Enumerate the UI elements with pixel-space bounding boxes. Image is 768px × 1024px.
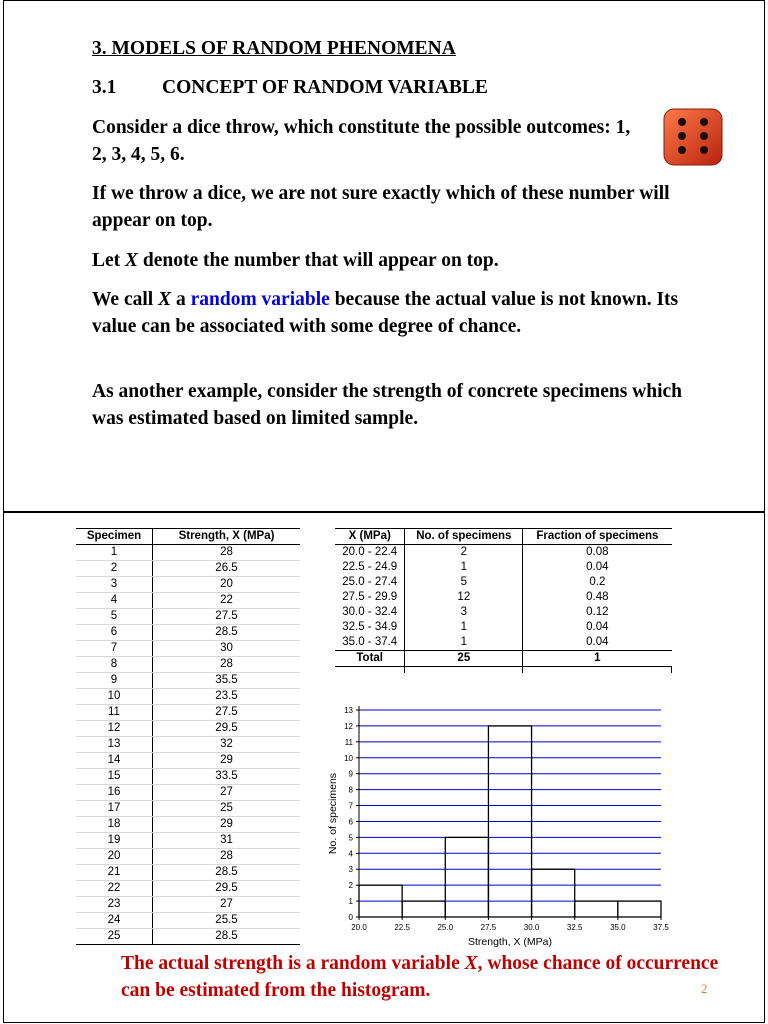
- y-tick-label: 8: [348, 785, 353, 795]
- table-cell: 0.08: [586, 546, 609, 558]
- histogram-bar: [532, 869, 575, 917]
- table-cell: 11: [76, 705, 153, 721]
- table-cell: 12: [76, 721, 153, 737]
- table-cell: 1: [523, 651, 672, 667]
- table-cell: 18: [76, 817, 153, 833]
- table-header: Fraction of specimens: [523, 529, 672, 545]
- table-row: [76, 769, 300, 785]
- table-row: [76, 817, 300, 833]
- table-header: Strength, X (MPa): [153, 529, 301, 545]
- x-tick-label: 35.0: [610, 923, 626, 932]
- table-cell: 27: [153, 785, 301, 801]
- table-row: [76, 689, 300, 705]
- y-tick-label: 9: [348, 769, 353, 779]
- table-cell: 1: [405, 620, 523, 635]
- slide-2: [3, 512, 765, 1023]
- histogram-bar: [575, 901, 618, 917]
- table-cell: 30.0 - 32.4: [335, 605, 405, 620]
- y-tick-label: 12: [344, 721, 353, 731]
- text-fragment: , whose chance of occurrence can be estimated from the histogram.: [121, 953, 719, 1001]
- table-cell: 28: [153, 657, 301, 673]
- table-cell: 2: [405, 545, 523, 561]
- paragraph-dice: Consider a dice throw, which constitute the possible outcomes: 1, 2, 3, 4, 5, 6.: [92, 117, 631, 165]
- table-row: [76, 625, 300, 641]
- table-cell: 22: [76, 881, 153, 897]
- table-cell: 6: [76, 625, 153, 641]
- table-cell: 31: [153, 833, 301, 849]
- table-cell: 0.04: [586, 561, 609, 573]
- text-fragment: Let: [92, 250, 126, 271]
- table-row: [76, 801, 300, 817]
- histogram-bar: [359, 885, 402, 917]
- text-fragment: The actual strength is a random variable: [121, 953, 465, 974]
- table-row: [335, 590, 672, 605]
- section-heading: 3. MODELS OF RANDOM PHENOMENA: [92, 38, 456, 59]
- y-tick-label: 5: [348, 833, 353, 843]
- histogram-bar: [618, 901, 661, 917]
- table-cell: 35.0 - 37.4: [335, 635, 405, 651]
- table-cell: 23.5: [153, 689, 301, 705]
- y-tick-label: 3: [348, 865, 353, 875]
- table-cell: 13: [76, 737, 153, 753]
- y-axis-label: No. of specimens: [327, 772, 339, 855]
- table-cell: Total: [335, 651, 405, 667]
- page-number: 2: [701, 981, 708, 996]
- table-row: [76, 849, 300, 865]
- table-cell: 29: [153, 817, 301, 833]
- table-row: [76, 865, 300, 881]
- table-cell: 32.5 - 34.9: [335, 620, 405, 635]
- table-cell: 0.48: [586, 591, 609, 603]
- table-row: [76, 833, 300, 849]
- table-row: [76, 561, 300, 577]
- y-tick-label: 0: [348, 913, 353, 922]
- y-tick-label: 4: [348, 849, 353, 859]
- table-cell: 27.5: [153, 705, 301, 721]
- text-fragment: denote the number that will appear on top.: [138, 250, 499, 271]
- table-cell: [405, 667, 523, 674]
- table-cell: 24: [76, 913, 153, 929]
- table-row: [76, 913, 300, 929]
- table-cell: 27.5 - 29.9: [335, 590, 405, 605]
- table-row: [335, 605, 672, 620]
- subsection-number: 3.1: [92, 77, 117, 98]
- y-tick-label: 11: [344, 737, 353, 747]
- table-cell: 17: [76, 801, 153, 817]
- table-cell: 25: [76, 929, 153, 945]
- table-cell: 1: [405, 560, 523, 575]
- table-row: [76, 657, 300, 673]
- paragraph-random-variable: [92, 286, 702, 340]
- table-cell: 10: [76, 689, 153, 705]
- variable-x: X: [158, 289, 172, 310]
- x-tick-label: 37.5: [653, 923, 669, 932]
- table-cell: 28.5: [153, 865, 301, 881]
- table-row: [76, 721, 300, 737]
- table-row: [335, 620, 672, 635]
- table-cell: 19: [76, 833, 153, 849]
- x-tick-label: 32.5: [566, 923, 583, 932]
- table-row: [76, 673, 300, 689]
- table-cell: 25: [153, 801, 301, 817]
- histogram-bar: [402, 901, 445, 917]
- table-cell: 28.5: [153, 625, 301, 641]
- table-row: [76, 929, 300, 945]
- table-cell: 0.04: [586, 621, 609, 633]
- text-fragment: because the actual value is not known. Its value can be associated with some degree of chance.: [92, 289, 679, 337]
- random-variable-term: random variable: [190, 289, 330, 310]
- table-row: [76, 545, 300, 561]
- table-cell: 25: [405, 651, 523, 667]
- x-tick-label: 25.0: [437, 923, 454, 932]
- table-cell: 27.5: [153, 609, 301, 625]
- table-cell: 25.0 - 27.4: [335, 575, 405, 590]
- table-cell: 2: [76, 561, 153, 577]
- table-row: [76, 705, 300, 721]
- table-row: [76, 577, 300, 593]
- table-cell: 29: [153, 753, 301, 769]
- table-cell: 12: [405, 590, 523, 605]
- table-cell: 25.5: [153, 913, 301, 929]
- table-cell: 28.5: [153, 929, 301, 945]
- table-cell: 16: [76, 785, 153, 801]
- y-tick-label: 2: [348, 881, 353, 891]
- table-row: [335, 560, 672, 575]
- subsection-heading: [92, 74, 488, 101]
- table-cell: 28: [153, 545, 301, 561]
- table-cell: 22.5 - 24.9: [335, 560, 405, 575]
- table-row: [335, 545, 672, 561]
- table-cell: 5: [76, 609, 153, 625]
- variable-x: X: [125, 250, 139, 271]
- paragraph-concrete-example: As another example, consider the strength of concrete specimens which was estimated based on limited sample.: [92, 381, 682, 429]
- x-tick-label: 27.5: [480, 923, 497, 932]
- table-cell: 29.5: [153, 881, 301, 897]
- table-cell: 0.12: [586, 606, 609, 618]
- text-fragment: a: [171, 289, 191, 310]
- table-cell: 7: [76, 641, 153, 657]
- table-row: [76, 785, 300, 801]
- table-cell: 21: [76, 865, 153, 881]
- table-row: [76, 641, 300, 657]
- table-cell: 1: [76, 545, 153, 561]
- table-spacer-row: [335, 667, 672, 674]
- table-cell: 9: [76, 673, 153, 689]
- table-cell: 20.0 - 22.4: [335, 545, 405, 561]
- table-cell: 4: [76, 593, 153, 609]
- table-cell: 26.5: [153, 561, 301, 577]
- table-cell: 8: [76, 657, 153, 673]
- y-tick-label: 6: [348, 817, 353, 827]
- table-cell: 0.04: [586, 636, 609, 648]
- table-cell: 33.5: [153, 769, 301, 785]
- table-row: [335, 635, 672, 651]
- y-tick-label: 1: [348, 897, 353, 907]
- slide-1: [3, 0, 765, 512]
- table-cell: [523, 667, 672, 674]
- table-row: [76, 753, 300, 769]
- table-row: [76, 737, 300, 753]
- specimen-strength-table: [76, 528, 300, 945]
- table-cell: 30: [153, 641, 301, 657]
- table-cell: 5: [405, 575, 523, 590]
- table-cell: 23: [76, 897, 153, 913]
- histogram-caption: [121, 950, 731, 1004]
- table-cell: 35.5: [153, 673, 301, 689]
- table-header: Specimen: [76, 529, 153, 545]
- frequency-table: [335, 528, 672, 673]
- paragraph-uncertainty: If we throw a dice, we are not sure exactly which of these number will appear on top.: [92, 183, 670, 231]
- table-row: [76, 609, 300, 625]
- table-cell: 14: [76, 753, 153, 769]
- table-header: X (MPa): [335, 529, 405, 545]
- table-cell: 15: [76, 769, 153, 785]
- x-tick-label: 30.0: [523, 923, 540, 932]
- table-cell: 3: [76, 577, 153, 593]
- histogram-bar: [445, 837, 488, 917]
- table-cell: 32: [153, 737, 301, 753]
- table-cell: 3: [405, 605, 523, 620]
- variable-x: X: [464, 953, 478, 974]
- table-cell: 1: [405, 635, 523, 651]
- y-tick-label: 10: [344, 753, 353, 763]
- x-tick-label: 20.0: [351, 923, 367, 932]
- paragraph-let-x: [92, 247, 712, 274]
- table-row: [76, 881, 300, 897]
- table-header: No. of specimens: [405, 529, 523, 545]
- table-cell: 20: [76, 849, 153, 865]
- table-cell: 29.5: [153, 721, 301, 737]
- x-tick-label: 22.5: [394, 923, 410, 932]
- total-row: [335, 651, 672, 667]
- table-cell: 0.2: [589, 576, 606, 588]
- table-cell: [335, 667, 405, 674]
- red-dice-six-icon: [661, 106, 725, 173]
- table-row: [76, 593, 300, 609]
- table-row: [76, 897, 300, 913]
- x-axis-label: Strength, X (MPa): [467, 936, 553, 948]
- strength-histogram: [314, 698, 674, 948]
- table-cell: 27: [153, 897, 301, 913]
- text-fragment: We call: [92, 289, 159, 310]
- y-tick-label: 7: [348, 801, 353, 811]
- histogram-bar: [488, 726, 531, 917]
- table-row: [335, 575, 672, 590]
- subsection-title: CONCEPT OF RANDOM VARIABLE: [162, 77, 488, 98]
- table-cell: 28: [153, 849, 301, 865]
- table-cell: 20: [153, 577, 301, 593]
- table-cell: 22: [153, 593, 301, 609]
- y-tick-label: 13: [344, 706, 353, 715]
